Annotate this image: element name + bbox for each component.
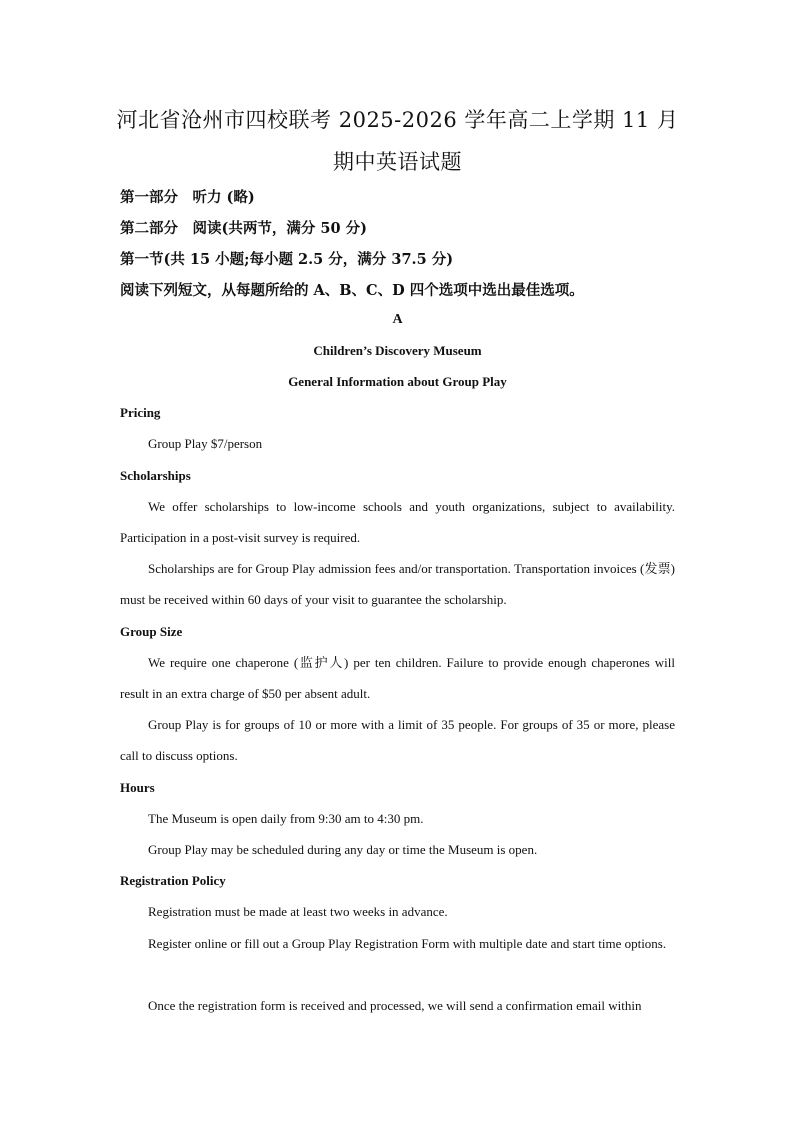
hours-paragraph-1: The Museum is open daily from 9:30 am to 4:30 pm. [148, 811, 424, 826]
passage-subtitle: General Information about Group Play [288, 374, 507, 389]
part-one-heading: 第一节(共 15 小题;每小题 2.5 分，满分 37.5 分) [120, 251, 454, 268]
registration-heading: Registration Policy [120, 873, 226, 888]
pricing-text: Group Play $7/person [148, 436, 263, 451]
group-size-paragraph-1: We require one chaperone (监护人) per ten children. Failure to provide enough chaperones will result in an extra charge of $50 per absent adult. [120, 655, 675, 701]
pricing-heading: Pricing [120, 405, 161, 420]
registration-paragraph-1: Registration must be made at least two weeks in advance. [148, 904, 448, 919]
scholarships-paragraph-2: Scholarships are for Group Play admission fees and/or transportation. Transportation invoices (发票) must be received within 60 days of your visit to guarantee the scholarship. [120, 561, 675, 607]
section-reading: 第二部分 阅读(共两节，满分 50 分) [120, 220, 367, 237]
reading-instruction: 阅读下列短文，从每题所给的 A、B、C、D 四个选项中选出最佳选项。 [120, 282, 584, 299]
passage-title: Children’s Discovery Museum [313, 343, 482, 358]
registration-paragraph-2: Register online or fill out a Group Play Registration Form with multiple date and start time options. [148, 936, 667, 951]
scholarships-paragraph-1: We offer scholarships to low-income schools and youth organizations, subject to availability. Participation in a post-visit survey is required. [120, 499, 675, 545]
exam-title-line1: 河北省沧州市四校联考 2025-2026 学年高二上学期 11 月 [116, 108, 679, 132]
group-size-paragraph-2: Group Play is for groups of 10 or more with a limit of 35 people. For groups of 35 or more, please call to discuss options. [120, 717, 675, 763]
hours-paragraph-2: Group Play may be scheduled during any day or time the Museum is open. [148, 842, 538, 857]
scholarships-heading: Scholarships [120, 468, 191, 483]
passage-letter: A [392, 312, 403, 327]
registration-paragraph-3: Once the registration form is received and processed, we will send a confirmation email within [148, 998, 642, 1013]
exam-title-line2: 期中英语试题 [333, 150, 462, 174]
group-size-heading: Group Size [120, 624, 183, 639]
hours-heading: Hours [120, 780, 155, 795]
section-listening: 第一部分 听力 (略) [120, 189, 255, 206]
